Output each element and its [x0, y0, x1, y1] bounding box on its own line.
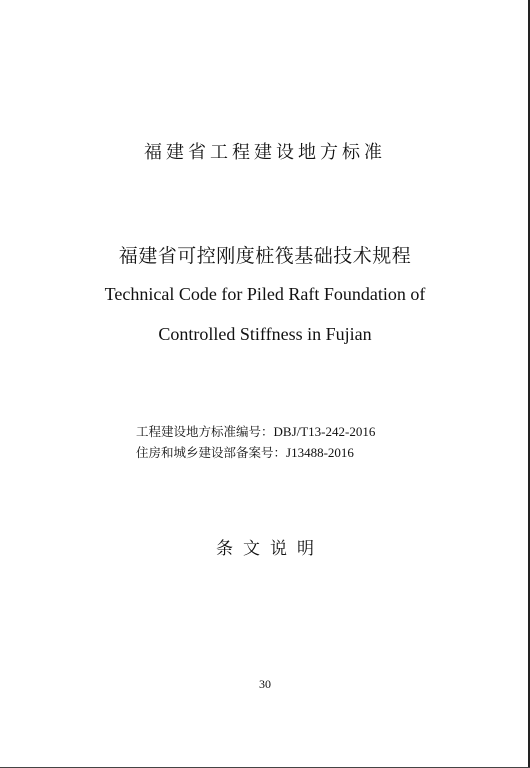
filing-number-label: 住房和城乡建设部备案号： — [136, 445, 287, 460]
standard-codes-block — [136, 421, 375, 463]
page-number: 30 — [259, 677, 271, 691]
document-title-chinese: 福建省可控刚度桩筏基础技术规程 — [118, 245, 412, 267]
standard-number-value: DBJ/T13-242-2016 — [273, 424, 376, 439]
document-title-english-line-1: Technical Code for Piled Raft Foundation of — [104, 284, 426, 304]
standard-number-label: 工程建设地方标准编号： — [136, 424, 274, 439]
standard-type-heading: 福建省工程建设地方标准 — [144, 142, 386, 163]
section-title-explanation: 条文说明 — [216, 539, 324, 559]
filing-number-value: J13488-2016 — [286, 445, 354, 460]
standard-number-row — [136, 421, 375, 442]
document-title-english-line-2: Controlled Stiffness in Fujian — [158, 324, 372, 344]
filing-number-row — [136, 442, 375, 463]
